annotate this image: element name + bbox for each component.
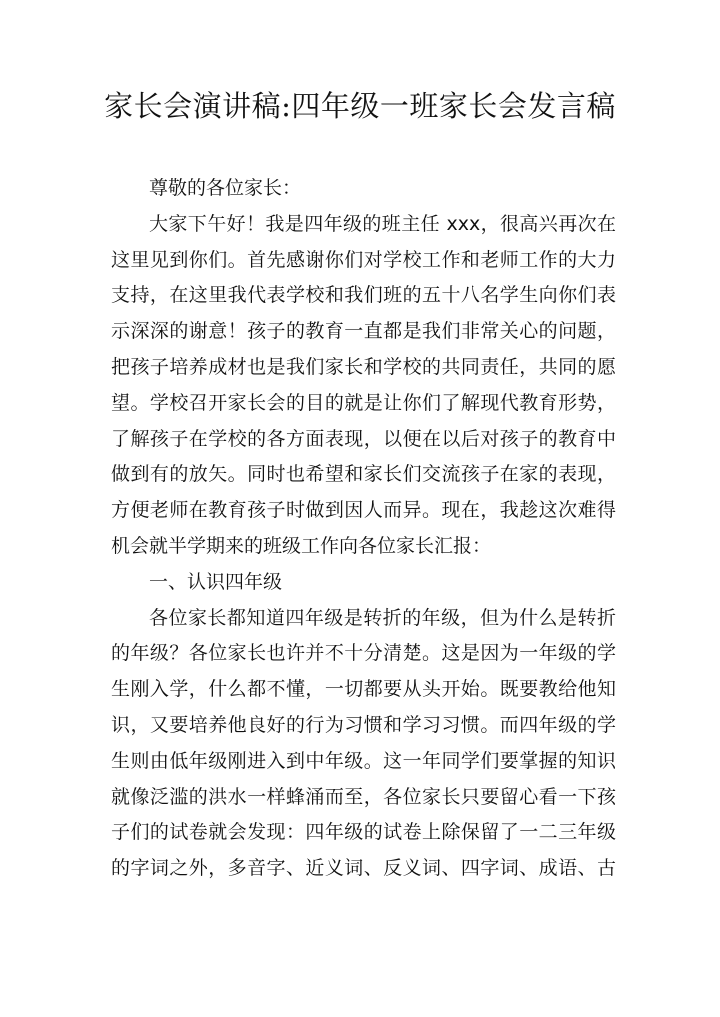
paragraph-line: 示深深的谢意！孩子的教育一直都是我们非常关心的问题，	[111, 320, 616, 343]
paragraph-line: 把孩子培养成材也是我们家长和学校的共同责任，共同的愿	[111, 355, 616, 378]
document-body	[111, 171, 616, 887]
paragraph-line: 了解孩子在学校的各方面表现，以便在以后对孩子的教育中	[111, 427, 616, 450]
paragraph-line: 的年级？各位家长也许并不十分清楚。这是因为一年级的学	[111, 642, 616, 665]
paragraph-line: 支持，在这里我代表学校和我们班的五十八名学生向你们表	[111, 284, 616, 307]
section-heading: 一、认识四年级	[149, 570, 283, 593]
paragraph-line: 子们的试卷就会发现：四年级的试卷上除保留了一二三年级	[111, 821, 616, 844]
paragraph-line: 机会就半学期来的班级工作向各位家长汇报：	[111, 534, 492, 557]
paragraph-line: 望。学校召开家长会的目的就是让你们了解现代教育形势，	[111, 391, 616, 414]
paragraph-line: 生则由低年级刚进入到中年级。这一年同学们要掌握的知识	[111, 749, 616, 772]
paragraph-line: 就像泛滥的洪水一样蜂涌而至，各位家长只要留心看一下孩	[111, 785, 616, 808]
document-title: 家长会演讲稿:四年级一班家长会发言稿	[104, 89, 616, 123]
paragraph-line: 各位家长都知道四年级是转折的年级，但为什么是转折	[149, 606, 616, 629]
paragraph-line: 的字词之外，多音字、近义词、反义词、四字词、成语、古	[111, 857, 616, 880]
paragraph-line: 方便老师在教育孩子时做到因人而异。现在，我趁这次难得	[111, 499, 616, 522]
paragraph-line: 做到有的放矢。同时也希望和家长们交流孩子在家的表现，	[111, 463, 616, 486]
paragraph-line: 大家下午好！我是四年级的班主任 xxx，很高兴再次在	[149, 212, 616, 235]
paragraph-line: 识，又要培养他良好的行为习惯和学习习惯。而四年级的学	[111, 713, 616, 736]
paragraph-line: 这里见到你们。首先感谢你们对学校工作和老师工作的大力	[111, 248, 616, 271]
paragraph-line: 生刚入学，什么都不懂，一切都要从头开始。既要教给他知	[111, 678, 616, 701]
salutation-line: 尊敬的各位家长：	[149, 177, 302, 199]
